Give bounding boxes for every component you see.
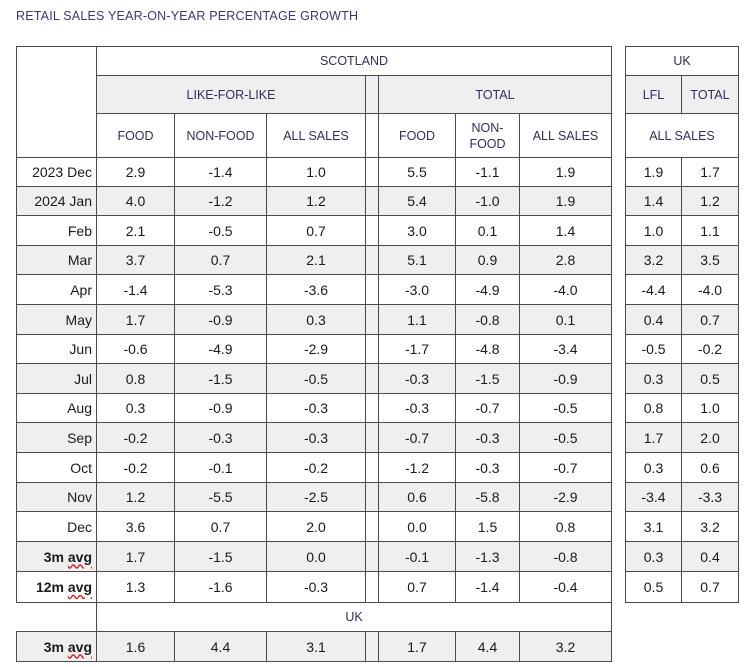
cell-lfl-food: 0.8 bbox=[97, 364, 175, 394]
cell-tot-nonfood: -1.0 bbox=[456, 187, 520, 216]
all-sales-header: ALL SALES bbox=[267, 114, 366, 158]
cell-lfl-all: -0.5 bbox=[267, 364, 366, 394]
table-row bbox=[17, 305, 739, 335]
like-for-like-header: LIKE-FOR-LIKE bbox=[97, 76, 366, 114]
cell-tot-food: -3.0 bbox=[379, 275, 456, 305]
cell-tot-food: -0.1 bbox=[379, 542, 456, 572]
cell-tot-nonfood: -0.8 bbox=[456, 305, 520, 335]
cell-uk-total: 0.7 bbox=[682, 572, 739, 603]
cell-uk-total: 0.5 bbox=[682, 364, 739, 394]
row-label: Feb bbox=[17, 216, 97, 246]
cell-tot-all: 0.8 bbox=[520, 512, 612, 542]
cell-tot-all: 3.2 bbox=[520, 632, 612, 662]
table-row bbox=[17, 335, 739, 364]
cell-lfl-food: 3.7 bbox=[97, 246, 175, 275]
cell-uk-total: -4.0 bbox=[682, 275, 739, 305]
cell-uk-lfl: 0.3 bbox=[626, 542, 682, 572]
cell-lfl-all: -3.6 bbox=[267, 275, 366, 305]
row-label: Jun bbox=[17, 335, 97, 364]
cell-lfl-all: -0.2 bbox=[267, 453, 366, 483]
cell-tot-food: -0.3 bbox=[379, 394, 456, 423]
cell-tot-all: 1.9 bbox=[520, 187, 612, 216]
column-gap bbox=[366, 114, 379, 158]
column-gap bbox=[366, 572, 379, 603]
uk-section-row bbox=[17, 632, 739, 662]
column-gap bbox=[612, 394, 626, 423]
corner-cell bbox=[17, 47, 97, 158]
table-row bbox=[17, 246, 739, 275]
cell-lfl-food: 1.6 bbox=[97, 632, 175, 662]
column-gap bbox=[366, 76, 379, 114]
cell-tot-food: 5.4 bbox=[379, 187, 456, 216]
cell-lfl-nonfood: -0.9 bbox=[175, 305, 267, 335]
cell-lfl-nonfood: 0.7 bbox=[175, 246, 267, 275]
retail-sales-table bbox=[16, 46, 739, 662]
column-gap bbox=[612, 483, 626, 512]
row-label bbox=[17, 542, 97, 572]
column-gap bbox=[612, 216, 626, 246]
cell-tot-all: -2.9 bbox=[520, 483, 612, 512]
cell-uk-total: 1.0 bbox=[682, 394, 739, 423]
cell-lfl-all: -0.3 bbox=[267, 423, 366, 453]
table-row bbox=[17, 187, 739, 216]
cell-tot-all: -0.8 bbox=[520, 542, 612, 572]
cell-lfl-nonfood: -5.5 bbox=[175, 483, 267, 512]
row-label: Dec bbox=[17, 512, 97, 542]
row-label: Mar bbox=[17, 246, 97, 275]
cell-lfl-nonfood: -0.1 bbox=[175, 453, 267, 483]
column-gap bbox=[612, 542, 626, 572]
cell-tot-nonfood: -4.8 bbox=[456, 335, 520, 364]
avg-label-prefix: 3m bbox=[43, 548, 68, 565]
cell-lfl-nonfood: -4.9 bbox=[175, 335, 267, 364]
total-food-header: FOOD bbox=[379, 114, 456, 158]
table-title: RETAIL SALES YEAR-ON-YEAR PERCENTAGE GROWTH bbox=[16, 9, 359, 23]
cell-uk-lfl: 3.1 bbox=[626, 512, 682, 542]
column-gap bbox=[612, 275, 626, 305]
row-label: Sep bbox=[17, 423, 97, 453]
row-label: Apr bbox=[17, 275, 97, 305]
cell-tot-food: -0.3 bbox=[379, 364, 456, 394]
cell-tot-all: -3.4 bbox=[520, 335, 612, 364]
cell-uk-lfl: -3.4 bbox=[626, 483, 682, 512]
uk-section-header: UK bbox=[97, 603, 612, 632]
row-label: 2023 Dec bbox=[17, 158, 97, 187]
average-row bbox=[17, 572, 739, 603]
cell-tot-all: 0.1 bbox=[520, 305, 612, 335]
column-gap bbox=[366, 187, 379, 216]
cell-uk-total: 1.2 bbox=[682, 187, 739, 216]
column-gap bbox=[366, 246, 379, 275]
cell-lfl-all: 1.2 bbox=[267, 187, 366, 216]
column-gap bbox=[366, 275, 379, 305]
cell-lfl-food: 4.0 bbox=[97, 187, 175, 216]
avg-label-prefix: 12m bbox=[35, 579, 68, 595]
avg-label-word: avg bbox=[67, 638, 92, 655]
cell-lfl-nonfood: -1.2 bbox=[175, 187, 267, 216]
cell-tot-nonfood: -1.4 bbox=[456, 572, 520, 603]
cell-lfl-food: 2.1 bbox=[97, 216, 175, 246]
uk-header: UK bbox=[626, 47, 739, 76]
cell-tot-all: -0.5 bbox=[520, 423, 612, 453]
row-label: May bbox=[17, 305, 97, 335]
cell-tot-all: -0.5 bbox=[520, 394, 612, 423]
scotland-header: SCOTLAND bbox=[97, 47, 612, 76]
column-gap bbox=[612, 158, 626, 187]
cell-lfl-food: 2.9 bbox=[97, 158, 175, 187]
table-row bbox=[17, 158, 739, 187]
cell-tot-all: 1.4 bbox=[520, 216, 612, 246]
cell-uk-lfl: -0.5 bbox=[626, 335, 682, 364]
avg-label-prefix: 3m bbox=[43, 638, 68, 655]
cell-lfl-nonfood: -0.3 bbox=[175, 423, 267, 453]
non-food-header: NON-FOOD bbox=[175, 114, 267, 158]
cell-lfl-food: 1.7 bbox=[97, 542, 175, 572]
cell-lfl-all: 2.1 bbox=[267, 246, 366, 275]
cell-uk-lfl: 1.9 bbox=[626, 158, 682, 187]
column-gap bbox=[366, 632, 379, 662]
table-row bbox=[17, 423, 739, 453]
total-all-sales-header: ALL SALES bbox=[520, 114, 612, 158]
total-non-food-header: NON- FOOD bbox=[456, 114, 520, 158]
cell-uk-total: 0.4 bbox=[682, 542, 739, 572]
cell-tot-nonfood: -1.5 bbox=[456, 364, 520, 394]
row-label: Aug bbox=[17, 394, 97, 423]
column-gap bbox=[612, 335, 626, 364]
avg-label-word: avg bbox=[67, 548, 92, 565]
cell-tot-food: 0.6 bbox=[379, 483, 456, 512]
cell-uk-total: -3.3 bbox=[682, 483, 739, 512]
cell-uk-total: 1.7 bbox=[682, 158, 739, 187]
table-row bbox=[17, 216, 739, 246]
avg-label-word: avg bbox=[67, 579, 92, 595]
cell-tot-food: 3.0 bbox=[379, 216, 456, 246]
cell-tot-nonfood: -0.3 bbox=[456, 453, 520, 483]
column-gap bbox=[612, 364, 626, 394]
column-gap bbox=[366, 453, 379, 483]
cell-tot-all: -0.7 bbox=[520, 453, 612, 483]
column-gap bbox=[366, 364, 379, 394]
column-gap bbox=[366, 305, 379, 335]
cell-lfl-nonfood: -5.3 bbox=[175, 275, 267, 305]
row-label: Nov bbox=[17, 483, 97, 512]
cell-lfl-food: 0.3 bbox=[97, 394, 175, 423]
cell-tot-nonfood: -0.3 bbox=[456, 423, 520, 453]
cell-tot-nonfood: -5.8 bbox=[456, 483, 520, 512]
cell-tot-food: 1.1 bbox=[379, 305, 456, 335]
cell-tot-food: 1.7 bbox=[379, 632, 456, 662]
cell-tot-food: 5.1 bbox=[379, 246, 456, 275]
blank-cell bbox=[17, 603, 97, 632]
column-gap bbox=[612, 187, 626, 216]
cell-tot-nonfood: -4.9 bbox=[456, 275, 520, 305]
cell-uk-total: 0.6 bbox=[682, 453, 739, 483]
column-gap bbox=[612, 47, 626, 158]
cell-tot-nonfood: -1.3 bbox=[456, 542, 520, 572]
column-gap bbox=[612, 246, 626, 275]
column-gap bbox=[612, 453, 626, 483]
cell-tot-all: -0.4 bbox=[520, 572, 612, 603]
row-label: 2024 Jan bbox=[17, 187, 97, 216]
cell-uk-total: 0.7 bbox=[682, 305, 739, 335]
cell-tot-food: -1.7 bbox=[379, 335, 456, 364]
cell-uk-lfl: 3.2 bbox=[626, 246, 682, 275]
cell-lfl-all: 2.0 bbox=[267, 512, 366, 542]
cell-lfl-food: -1.4 bbox=[97, 275, 175, 305]
cell-lfl-all: 0.7 bbox=[267, 216, 366, 246]
cell-lfl-food: 3.6 bbox=[97, 512, 175, 542]
table-row bbox=[17, 483, 739, 512]
cell-tot-nonfood: -0.7 bbox=[456, 394, 520, 423]
cell-lfl-nonfood: -1.5 bbox=[175, 542, 267, 572]
table-row bbox=[17, 275, 739, 305]
table-row bbox=[17, 364, 739, 394]
cell-uk-lfl: 0.8 bbox=[626, 394, 682, 423]
table-row bbox=[17, 394, 739, 423]
cell-tot-all: 1.9 bbox=[520, 158, 612, 187]
food-header: FOOD bbox=[97, 114, 175, 158]
column-gap bbox=[612, 572, 626, 603]
cell-uk-total: 3.2 bbox=[682, 512, 739, 542]
cell-uk-lfl: 0.3 bbox=[626, 453, 682, 483]
column-gap bbox=[366, 542, 379, 572]
cell-tot-nonfood: -1.1 bbox=[456, 158, 520, 187]
table-row bbox=[17, 453, 739, 483]
total-header: TOTAL bbox=[379, 76, 612, 114]
cell-lfl-all: -2.9 bbox=[267, 335, 366, 364]
cell-lfl-nonfood: -1.5 bbox=[175, 364, 267, 394]
cell-lfl-food: 1.7 bbox=[97, 305, 175, 335]
column-gap bbox=[366, 423, 379, 453]
cell-lfl-all: 3.1 bbox=[267, 632, 366, 662]
row-label bbox=[17, 632, 97, 662]
cell-tot-nonfood: 4.4 bbox=[456, 632, 520, 662]
cell-lfl-all: -2.5 bbox=[267, 483, 366, 512]
column-gap bbox=[366, 158, 379, 187]
cell-uk-lfl: 0.4 bbox=[626, 305, 682, 335]
cell-uk-total: -0.2 bbox=[682, 335, 739, 364]
uk-lfl-header: LFL bbox=[626, 76, 682, 114]
column-gap bbox=[366, 512, 379, 542]
cell-lfl-nonfood: -0.9 bbox=[175, 394, 267, 423]
cell-tot-nonfood: 1.5 bbox=[456, 512, 520, 542]
cell-lfl-food: 1.3 bbox=[97, 572, 175, 603]
cell-tot-food: -1.2 bbox=[379, 453, 456, 483]
column-gap bbox=[366, 483, 379, 512]
uk-all-sales-header: ALL SALES bbox=[626, 114, 739, 158]
cell-uk-total: 2.0 bbox=[682, 423, 739, 453]
cell-lfl-food: 1.2 bbox=[97, 483, 175, 512]
cell-lfl-nonfood: 4.4 bbox=[175, 632, 267, 662]
column-gap bbox=[612, 512, 626, 542]
row-label bbox=[17, 572, 97, 603]
cell-tot-nonfood: 0.1 bbox=[456, 216, 520, 246]
cell-uk-lfl: 0.5 bbox=[626, 572, 682, 603]
average-row bbox=[17, 542, 739, 572]
column-gap bbox=[612, 423, 626, 453]
cell-uk-total: 3.5 bbox=[682, 246, 739, 275]
column-gap bbox=[366, 216, 379, 246]
uk-total-header: TOTAL bbox=[682, 76, 739, 114]
table-row bbox=[17, 512, 739, 542]
cell-tot-all: 2.8 bbox=[520, 246, 612, 275]
cell-lfl-nonfood: -1.6 bbox=[175, 572, 267, 603]
cell-tot-all: -0.9 bbox=[520, 364, 612, 394]
column-gap bbox=[366, 335, 379, 364]
cell-tot-food: 0.7 bbox=[379, 572, 456, 603]
cell-tot-food: -0.7 bbox=[379, 423, 456, 453]
cell-lfl-food: -0.6 bbox=[97, 335, 175, 364]
cell-tot-food: 5.5 bbox=[379, 158, 456, 187]
cell-lfl-nonfood: -1.4 bbox=[175, 158, 267, 187]
uk-section-header-row bbox=[17, 603, 739, 632]
row-label: Jul bbox=[17, 364, 97, 394]
cell-uk-lfl: -4.4 bbox=[626, 275, 682, 305]
cell-uk-lfl: 1.4 bbox=[626, 187, 682, 216]
cell-lfl-all: 0.3 bbox=[267, 305, 366, 335]
cell-lfl-nonfood: 0.7 bbox=[175, 512, 267, 542]
cell-uk-lfl: 1.7 bbox=[626, 423, 682, 453]
cell-tot-nonfood: 0.9 bbox=[456, 246, 520, 275]
cell-tot-food: 0.0 bbox=[379, 512, 456, 542]
cell-lfl-food: -0.2 bbox=[97, 453, 175, 483]
column-gap bbox=[612, 305, 626, 335]
cell-lfl-all: -0.3 bbox=[267, 572, 366, 603]
cell-lfl-nonfood: -0.5 bbox=[175, 216, 267, 246]
row-label: Oct bbox=[17, 453, 97, 483]
cell-uk-total: 1.1 bbox=[682, 216, 739, 246]
cell-lfl-all: 1.0 bbox=[267, 158, 366, 187]
cell-uk-lfl: 0.3 bbox=[626, 364, 682, 394]
cell-lfl-all: -0.3 bbox=[267, 394, 366, 423]
cell-lfl-all: 0.0 bbox=[267, 542, 366, 572]
cell-uk-lfl: 1.0 bbox=[626, 216, 682, 246]
column-gap bbox=[366, 394, 379, 423]
cell-tot-all: -4.0 bbox=[520, 275, 612, 305]
cell-lfl-food: -0.2 bbox=[97, 423, 175, 453]
